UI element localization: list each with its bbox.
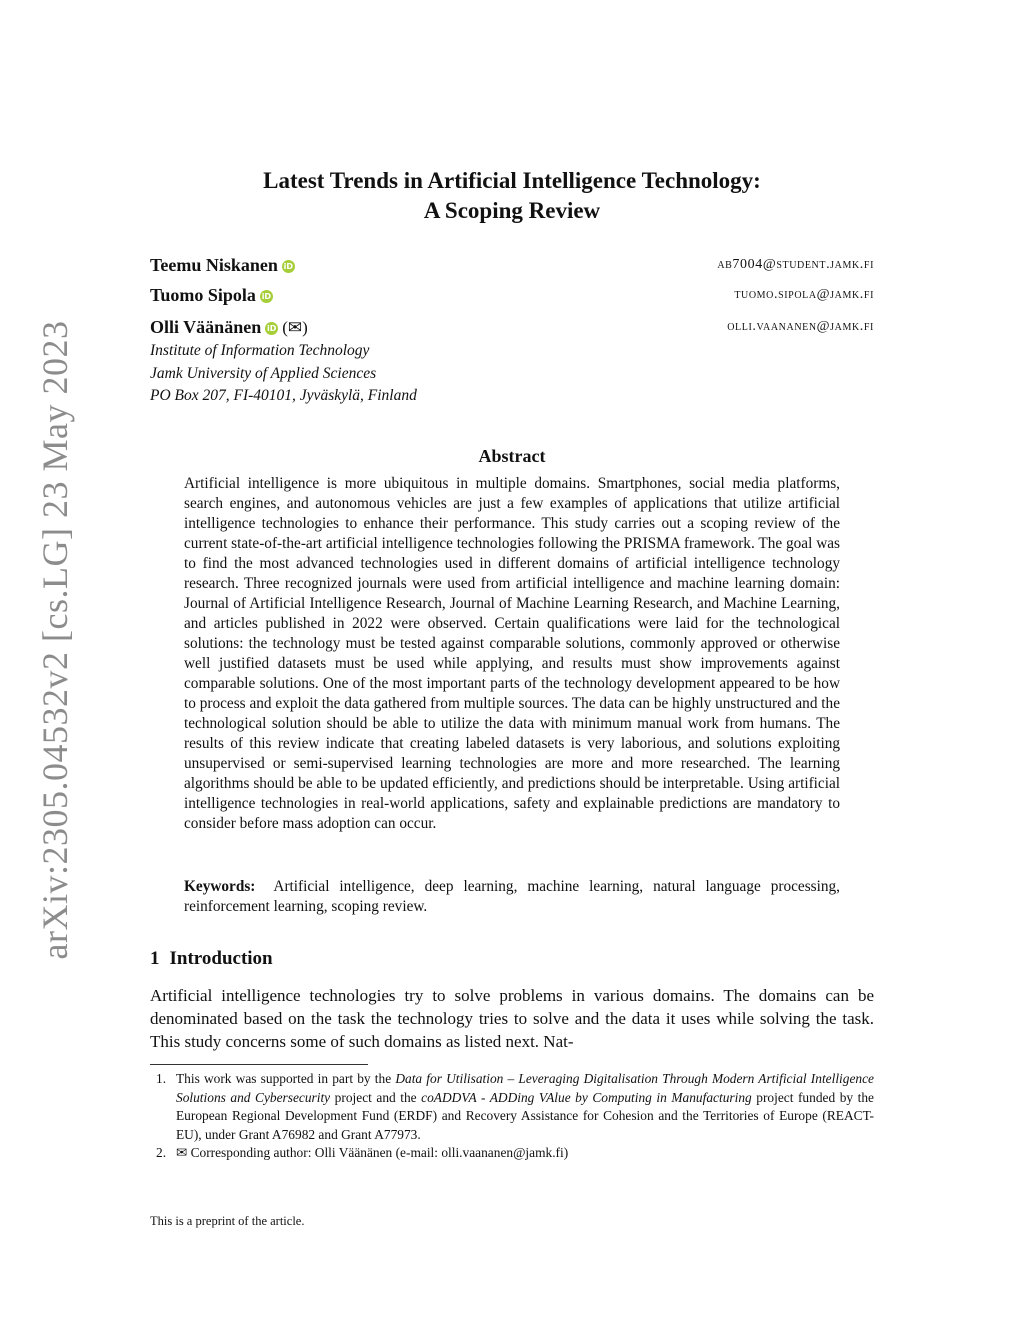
introduction-text: Artificial intelligence technologies try to solve problems in various domains. The domains can be denominated based on the task the technology tries to solve and the data it uses while solving the task. This study concerns some of such domains as listed next. Nat- [150,986,874,1051]
footnotes [150,1070,874,1163]
affiliation [150,340,417,408]
paper-title-line-1: Latest Trends in Artificial Intelligence Technology: [263,168,761,193]
footnote-2-text: ✉ Corresponding author: Olli Väänänen (e-mail: olli.vaananen@jamk.fi) [176,1145,569,1160]
author-row-1 [150,253,874,277]
footnote-divider [150,1064,368,1065]
footnote-1-project-2: coADDVA - ADDing VAlue by Computing in Manufacturing [421,1089,752,1105]
keywords [184,877,840,917]
section-number: 1 [150,948,160,969]
affiliation-line-2: Jamk University of Applied Sciences [150,364,377,382]
author-name: Teemu Niskanen [150,255,278,275]
author-email: ab7004@student.jamk.fi [717,257,874,272]
keywords-label: Keywords: [184,878,256,895]
footnote-1-middle: project and the [330,1089,422,1105]
footnote-1 [150,1070,874,1144]
section-title: Introduction [169,948,273,969]
author-name: Olli Väänänen [150,317,262,337]
paper-title [150,166,874,226]
section-heading-introduction [150,946,273,972]
footnote-1-project-1: Data for Utilisation – Leveraging Digitalisation Through Modern Artificial Intelligence Solutions and Cybersecurity [176,1071,874,1105]
author-row-2 [150,283,874,307]
author-name: Tuomo Sipola [150,285,256,305]
orcid-icon[interactable]: iD [261,292,272,301]
author-block [150,315,308,340]
corresponding-author-envelope-icon: (✉) [282,318,308,337]
orcid-icon[interactable]: iD [267,324,277,333]
affiliation-line-3: PO Box 207, FI-40101, Jyväskylä, Finland [150,387,417,404]
author-email: olli.vaananen@jamk.fi [727,319,874,334]
orcid-icon[interactable]: iD [283,262,294,271]
footnote-1-prefix: This work was supported in part by the [176,1071,396,1086]
footnote-2 [150,1144,874,1163]
paper-title-line-2: A Scoping Review [423,198,601,223]
abstract-text: Artificial intelligence is more ubiquitous in multiple domains. Smartphones, social media platforms, search engines, and autonomous vehicles are just a few examples of applications that utilize artificial intelligence technologies to enhance their performance. This study carries out a scoping review of the current state-of-the-art artificial intelligence technologies following the PRISMA framework. The goal was to find the most advanced technologies used in different domains of artificial intelligence technology research. Three recognized journals were used from artificial intelligence and machine learning domain: Journal of Artificial Intelligence Research, Journal of Machine Learning Research, and Machine Learning, and articles published in 2022 were observed. Certain qualifications were laid for the technological solutions: the technology must be tested against comparable solutions, commonly approved or otherwise well justified datasets must be used while applying, and results must show improvements against comparable solutions. One of the most important parts of the technology development appeared to be how to process and exploit the data gathered from multiple sources. The data can be highly unstructured and the technological solution should be able to utilize the data with minimum manual work from humans. The results of this review indicate that creating labeled datasets is very laborious, and solutions exploiting unsupervised or semi-supervised learning technologies are more and more researched. The learning algorithms should be able to be updated efficiently, and predictions should be interpretable. Using artificial intelligence technologies in real-world applications, safety and explainable predictions are mandatory to consider before mass adoption can occur. [184,475,840,832]
author-email: tuomo.sipola@jamk.fi [734,287,874,302]
affiliation-line-1: Institute of Information Technology [150,342,370,359]
author-block [150,253,295,277]
keywords-list: Artificial intelligence, deep learning, machine learning, natural language processing, reinforcement learning, scoping review. [184,878,840,915]
arxiv-identifier-stamp: arXiv:2305.04532v2 [cs.LG] 23 May 2023 [35,320,75,960]
footnote-number: 2. [156,1145,167,1160]
author-row-3 [150,315,874,339]
footnote-number: 1. [156,1071,167,1086]
footnote-1-suffix: project funded by the European Regional Development Fund (ERDF) and Recovery Assistance for Cohesion and the Territories of Europe (REACT-EU), under Grant A76982 and Grant A77973. [176,1089,874,1142]
preprint-note: This is a preprint of the article. [150,1214,305,1228]
author-block [150,283,273,307]
abstract-heading: Abstract [478,446,546,466]
